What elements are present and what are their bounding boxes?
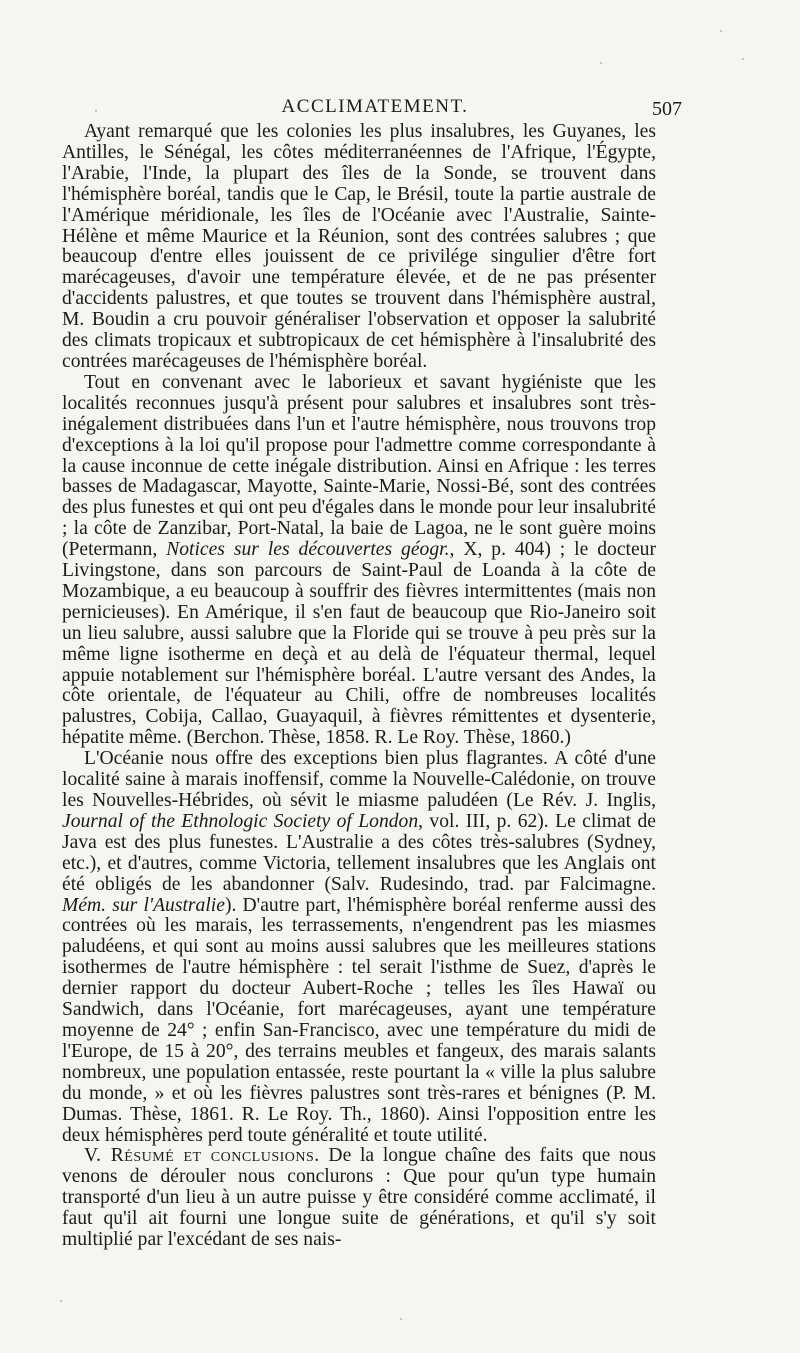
paper-speck bbox=[742, 58, 744, 60]
paragraph-text: ). D'autre part, l'hémisphère boréal renferme aussi des contrées où les marais, les terrassements, n'engendrent pas les miasmes paludéens, et qui sont au moins aussi salubres que les meilleures stations isothermes de l'autre hémisphère : tel serait l'isthme de Suez, d'après le dernier rapport du docteur Aubert-Roche ; telles les îles Hawaï ou Sandwich, dans l'Océanie, fort marécageuses, ayant une température moyenne de 24° ; enfin San-Francisco, avec une température du midi de l'Europe, de 15 à 20°, des terrains meubles et fangeux, des marais salants nombreux, une population entassée, reste pourtant la « ville la plus salubre du monde, » et où les fièvres palustres sont très-rares et bénignes (P. M. Dumas. Thèse, 1861. R. Le Roy. Th., 1860). Ainsi l'opposition entre les deux hémisphères perd toute généralité et toute utilité. bbox=[62, 894, 656, 1146]
paper-speck bbox=[95, 110, 97, 112]
paragraph-oceania-exceptions bbox=[62, 749, 656, 1146]
citation-title: Mém. sur l'Australie bbox=[62, 894, 225, 916]
paragraph-conclusions bbox=[62, 1146, 656, 1251]
paper-speck bbox=[400, 1318, 402, 1320]
citation-title: Journal of the Ethnologic Society of London bbox=[62, 810, 419, 832]
paragraph-exceptions-africa-america bbox=[62, 373, 656, 749]
paragraph-text: De la longue chaîne des faits que nous venons de dérouler nous conclurons : Que pour qu'un type humain transporté d'un lieu à un autre puisse y être considéré comme acclimaté, il faut qu'il ait fourni une longue suite de générations, et qu'il s'y soit multiplié par l'excédant de ses nais- bbox=[62, 1145, 657, 1251]
paragraph-text: , vol. III, p. 62). Le climat de Java est des plus funestes. L'Australie a des côtes très-salubres (Sydney, etc.), et d'autres, comme Victoria, tellement insalubres que les Anglais ont été obligés de les abandonner (Salv. Rudesindo, trad. par Falcimagne. bbox=[62, 810, 656, 895]
citation-title: Notices sur les découvertes géogr. bbox=[166, 539, 450, 561]
paper-speck bbox=[60, 1300, 62, 1302]
paragraph-text: Tout en convenant avec le laborieux et savant hygiéniste que les localités reconnues jusqu'à présent pour salubres et insalubres sont très-inégalement distribuées dans l'un et l'autre hémisphère, nous trouvons trop d'exceptions à la loi qu'il propose pour l'admettre comme correspondante à la cause inconnue de cette inégale distribution. Ainsi en Afrique : les terres basses de Madagascar, Mayotte, Sainte-Marie, Nossi-Bé, sont des contrées des plus funestes et qui ont peu d'égales dans le monde pour leur insalubrité ; la côte de Zanzibar, Port-Natal, la baie de Lagoa, ne le sont guère moins (Petermann, bbox=[62, 371, 656, 561]
paragraph-boudin-theory bbox=[62, 122, 656, 373]
paragraph-text: , X, p. 404) ; le docteur Livingstone, dans son parcours de Saint-Paul de Loanda à la côte de Mozambique, a eu beaucoup à souffrir des fièvres intermittentes (mais non pernicieuses). En Amérique, il s'en faut de beaucoup que Rio-Janeiro soit un lieu salubre, aussi salubre que la Floride qui se trouve à peu près sur la même ligne isotherme en deçà et au delà de l'équateur thermal, lequel appuie notablement sur l'hémisphère boréal. L'autre versant des Andes, la côte orientale, de l'équateur au Chili, offre de nombreuses localités palustres, Cobija, Callao, Guayaquil, à fièvres rémittentes et dysenterie, hépatite même. (Berchon. Thèse, 1858. R. Le Roy. Thèse, 1860.) bbox=[62, 539, 656, 749]
paragraph-text: Ayant remarqué que les colonies les plus insalubres, les Guyanes, les Antilles, le Sénégal, les côtes méditerranéennes de l'Afrique, l'Égypte, l'Arabie, l'Inde, la plupart des îles de la Sonde, se trouvent dans l'hémisphère boréal, tandis que le Cap, le Brésil, toute la partie australe de l'Amérique méridionale, les îles de l'Océanie avec l'Australie, Sainte-Hélène et même Maurice et la Réunion, sont des contrées salubres ; que beaucoup d'entre elles jouissent de ce privilége singulier d'être fort marécageuses, d'avoir une température élevée, et de ne pas présenter d'accidents palustres, et que toutes se trouvent dans l'hémisphère austral, M. Boudin a cru pouvoir généraliser l'observation et opposer la salubrité des climats tropicaux et subtropicaux de cet hémisphère à l'insalubrité des contrées marécageuses de l'hémisphère boréal. bbox=[62, 121, 656, 372]
section-heading: V. Résumé et conclusions. bbox=[84, 1145, 320, 1167]
paragraph-text: L'Océanie nous offre des exceptions bien plus flagrantes. A côté d'une localité saine à marais inoffensif, comme la Nouvelle-Calédonie, on trouve les Nouvelles-Hébrides, où sévit le miasme paludéen (Le Rév. J. Inglis, bbox=[62, 748, 656, 811]
running-title: ACCLIMATEMENT. bbox=[281, 96, 469, 117]
body-text bbox=[62, 122, 656, 1251]
paper-speck bbox=[720, 30, 722, 32]
page-number: 507 bbox=[652, 98, 682, 120]
paper-speck bbox=[600, 62, 602, 64]
